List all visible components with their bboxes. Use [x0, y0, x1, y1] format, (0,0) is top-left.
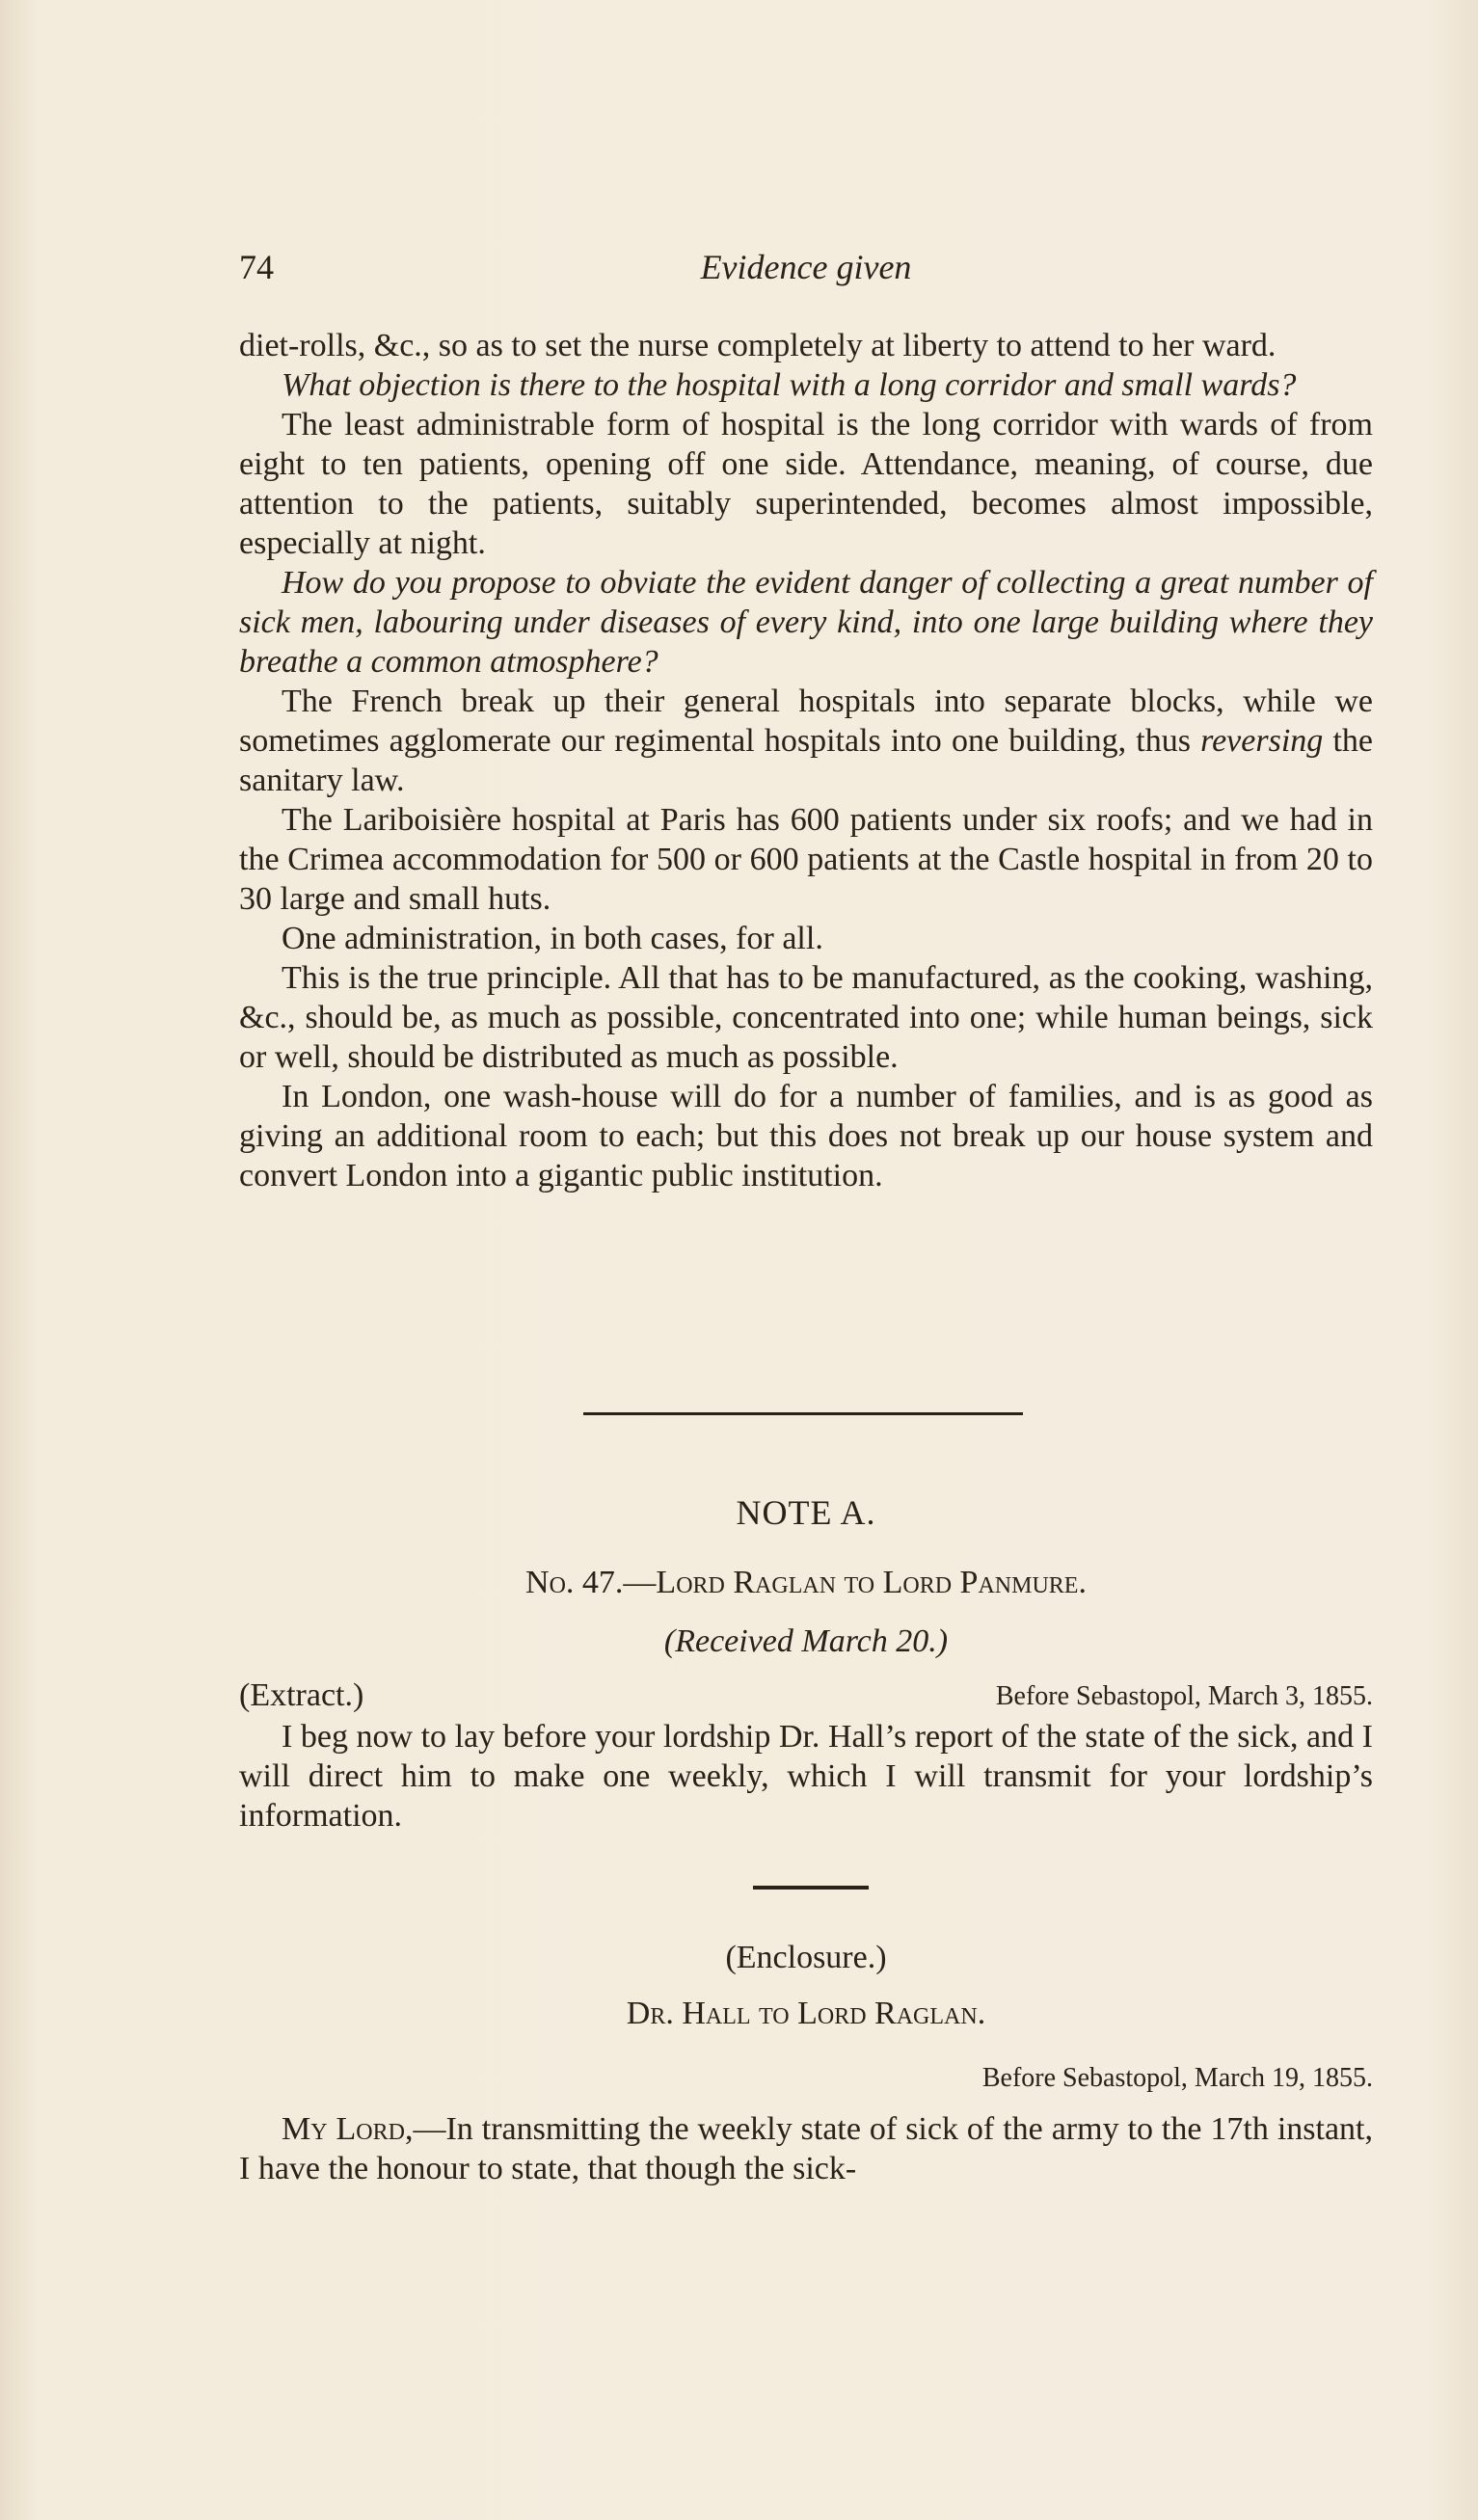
question: What objection is there to the hospital with a long corridor and small wards?	[282, 367, 1297, 403]
running-title: Evidence given	[700, 248, 912, 286]
received-date: (Received March 20.)	[663, 1623, 949, 1659]
extract-row	[239, 1677, 1373, 1714]
short-divider	[753, 1886, 869, 1890]
enclosure-title: Dr. Hall to Lord Raglan.	[626, 1996, 986, 2031]
note-heading: NOTE A.	[736, 1493, 876, 1532]
paragraph: diet-rolls, &c., so as to set the nurse completely at liberty to attend to her ward.	[239, 328, 1276, 363]
letter-title: No. 47.—Lord Raglan to Lord Panmure.	[525, 1565, 1087, 1600]
italic-word: reversing	[1200, 723, 1324, 759]
paragraph: In London, one wash-house will do for a number of families, and is as good as giving an additional room to each; but this does not break up our house system and convert London into a gigantic public institution.	[239, 1079, 1373, 1193]
paragraph	[239, 2109, 1373, 2188]
paragraph: One administration, in both cases, for all.	[282, 921, 823, 956]
enclosure-body	[239, 2109, 1373, 2188]
question: How do you propose to obviate the evident danger of collecting a great number of sick men, labouring under diseases of every kind, into one large building where they breathe a common atmosphere?	[239, 565, 1373, 680]
main-text	[239, 326, 1373, 1195]
running-head	[239, 247, 1373, 295]
text-run: The French break up their general hospitals into separate blocks, while we sometimes agglomerate our regimental hospitals into one building, thus	[239, 684, 1373, 759]
paragraph: This is the true principle. All that has to be manufactured, as the cooking, washing, &c., should be, as much as possible, concentrated into one; while human beings, sick or well, should be distributed as much as possible.	[239, 960, 1373, 1075]
letter-body	[239, 1717, 1373, 1836]
salutation: My Lord,	[282, 2111, 414, 2147]
section-divider	[583, 1412, 1023, 1415]
paragraph: I beg now to lay before your lordship Dr. Hall’s report of the state of the sick, and I will direct him to make one weekly, which I will transmit for your lordship’s information.	[239, 1719, 1373, 1834]
paragraph	[239, 682, 1373, 800]
enclosure-dateline: Before Sebastopol, March 19, 1855.	[981, 2063, 1373, 2093]
text-run: —In transmitting the weekly state of sick of the army to the 17th instant, I have the honour to state, that though the sick-	[239, 2111, 1373, 2186]
paragraph: The least administrable form of hospital is the long corridor with wards of from eight to ten patients, opening off one side. Attendance, meaning, of course, due attention to the patients, suitably superintended, becomes almost impossible, especially at night.	[239, 407, 1373, 561]
page-number: 74	[239, 248, 274, 286]
extract-label: (Extract.)	[239, 1677, 364, 1713]
enclosure-label: (Enclosure.)	[725, 1940, 887, 1975]
text-run: the sanitary law.	[239, 723, 1373, 798]
dateline: Before Sebastopol, March 3, 1855.	[995, 1681, 1373, 1711]
paragraph: The Lariboisière hospital at Paris has 600 patients under six roofs; and we had in the Crimea accommodation for 500 or 600 patients at the Castle hospital in from 20 to 30 large and small huts.	[239, 802, 1373, 917]
